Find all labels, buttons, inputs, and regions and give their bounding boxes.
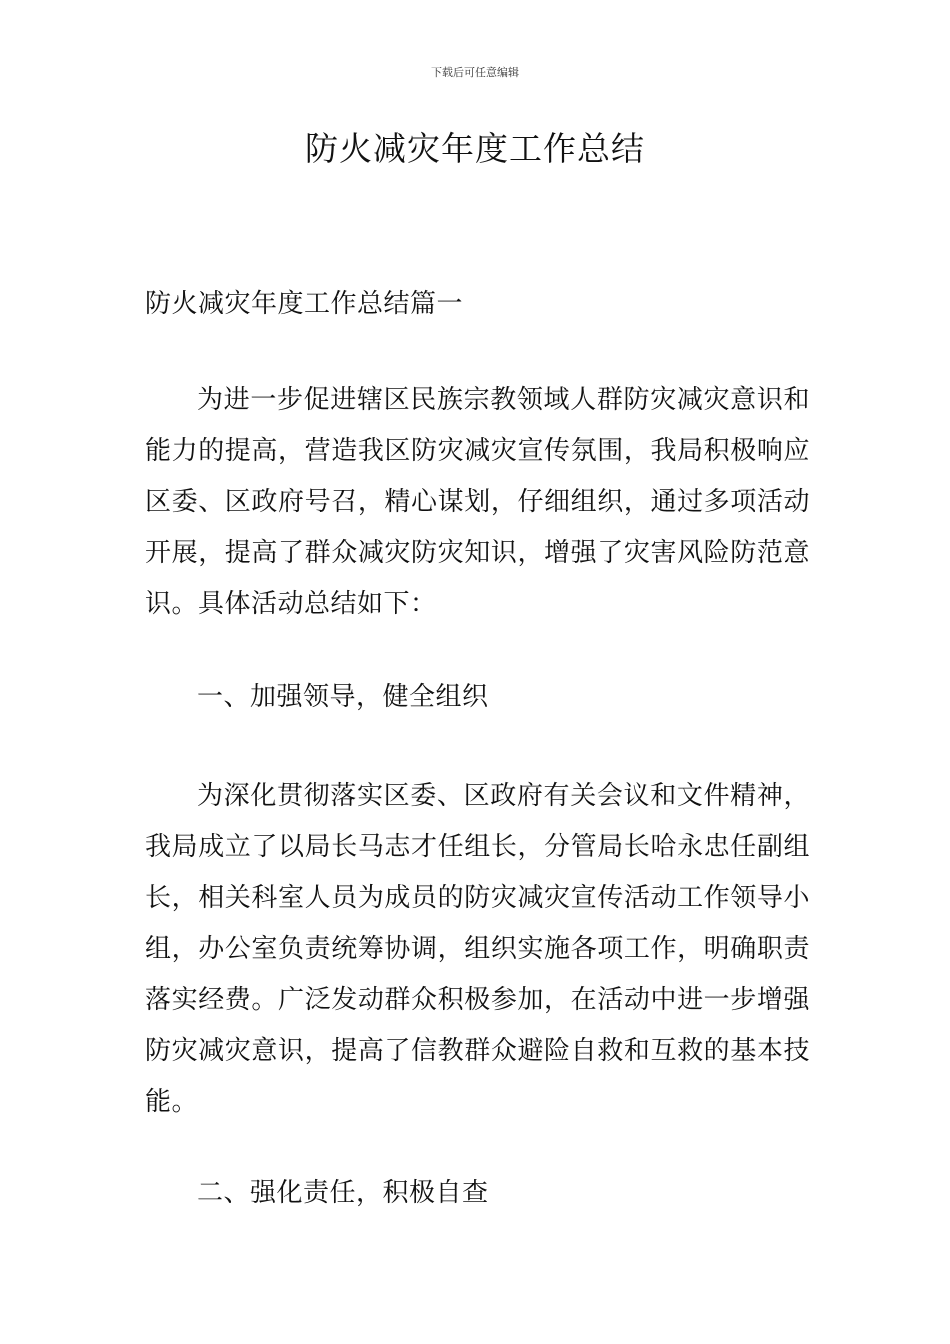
section-heading-1: 一、加强领导，健全组织 [197, 682, 489, 712]
section-1-paragraph: 为深化贯彻落实区委、区政府有关会议和文件精神，我局成立了以局长马志才任组长，分管局长哈永忠任副组长，相关科室人员为成员的防灾减灾宣传活动工作领导小组，办公室负责统筹协调，组织实施各项工作，明确职责落实经费。广泛发动群众积极参加，在活动中进一步增强防灾减灾意识，提高了信教群众避险自救和互救的基本技能。 [145, 781, 810, 1117]
header-note: 下载后可任意编辑 [431, 66, 519, 79]
intro-paragraph: 为进一步促进辖区民族宗教领域人群防灾减灾意识和能力的提高，营造我区防灾减灾宣传氛围，我局积极响应区委、区政府号召，精心谋划，仔细组织，通过多项活动开展，提高了群众减灾防灾知识，增强了灾害风险防范意识。具体活动总结如下： [145, 385, 810, 619]
document-subtitle: 防火减灾年度工作总结篇一 [145, 289, 464, 319]
document-title: 防火减灾年度工作总结 [305, 129, 645, 168]
section-heading-2: 二、强化责任，积极自查 [197, 1178, 489, 1208]
